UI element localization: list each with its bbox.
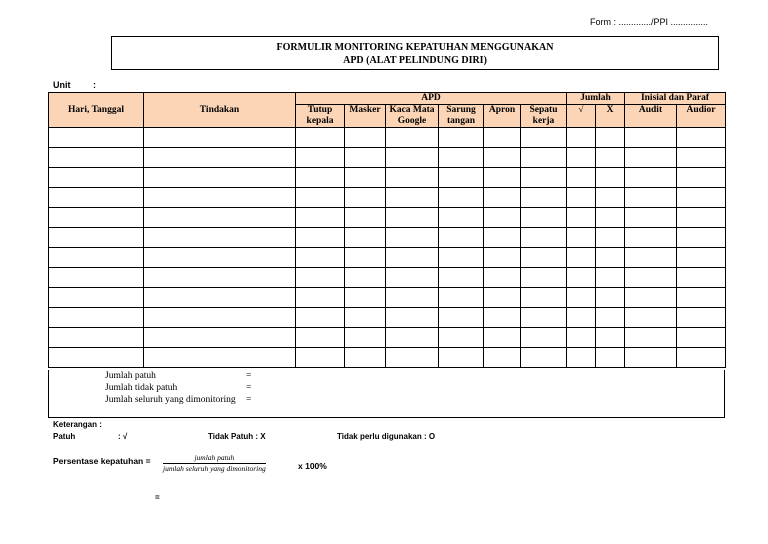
table-cell bbox=[49, 228, 144, 248]
header-sepatu-kerja: Sepatu kerja bbox=[521, 105, 567, 128]
table-cell bbox=[144, 248, 296, 268]
table-row bbox=[49, 228, 726, 248]
table-row bbox=[49, 328, 726, 348]
table-cell bbox=[521, 248, 567, 268]
table-cell bbox=[296, 268, 345, 288]
table-cell bbox=[484, 228, 521, 248]
table-cell bbox=[567, 248, 596, 268]
table-cell bbox=[386, 288, 439, 308]
table-cell bbox=[296, 328, 345, 348]
table-cell bbox=[386, 148, 439, 168]
table-cell bbox=[49, 208, 144, 228]
unit-field bbox=[53, 80, 96, 90]
table-cell bbox=[144, 328, 296, 348]
table-cell bbox=[439, 348, 484, 368]
table-cell bbox=[521, 148, 567, 168]
table-cell bbox=[49, 148, 144, 168]
table-cell bbox=[677, 128, 726, 148]
table-cell bbox=[484, 348, 521, 368]
unit-colon: : bbox=[93, 80, 96, 90]
unit-label: Unit bbox=[53, 80, 71, 90]
summary-jumlah-tidak-patuh: Jumlah tidak patuh bbox=[105, 383, 178, 393]
table-cell bbox=[677, 348, 726, 368]
header-hari-tanggal: Hari, Tanggal bbox=[49, 93, 144, 128]
table-row bbox=[49, 148, 726, 168]
form-title-box bbox=[111, 36, 719, 70]
table-cell bbox=[596, 328, 625, 348]
table-cell bbox=[439, 328, 484, 348]
table-cell bbox=[625, 348, 677, 368]
table-cell bbox=[296, 208, 345, 228]
table-cell bbox=[677, 308, 726, 328]
table-cell bbox=[345, 188, 386, 208]
keterangan-tidak-perlu: Tidak perlu digunakan : O bbox=[337, 432, 436, 441]
table-cell bbox=[625, 128, 677, 148]
table-cell bbox=[439, 168, 484, 188]
table-cell bbox=[439, 188, 484, 208]
keterangan-patuh-label: Patuh bbox=[53, 432, 76, 441]
header-apron: Apron bbox=[484, 105, 521, 128]
table-cell bbox=[625, 308, 677, 328]
table-cell bbox=[296, 128, 345, 148]
table-cell bbox=[144, 228, 296, 248]
table-cell bbox=[567, 228, 596, 248]
table-cell bbox=[596, 288, 625, 308]
table-cell bbox=[439, 228, 484, 248]
header-tutup-kepala: Tutup kepala bbox=[296, 105, 345, 128]
table-cell bbox=[144, 288, 296, 308]
table-cell bbox=[596, 208, 625, 228]
table-cell bbox=[484, 328, 521, 348]
table-cell bbox=[386, 348, 439, 368]
table-cell bbox=[596, 148, 625, 168]
summary-jumlah-patuh: Jumlah patuh bbox=[105, 371, 156, 381]
table-cell bbox=[439, 248, 484, 268]
table-cell bbox=[296, 308, 345, 328]
table-cell bbox=[386, 208, 439, 228]
formula-multiplier: x 100% bbox=[298, 461, 327, 471]
table-cell bbox=[567, 328, 596, 348]
table-cell bbox=[596, 188, 625, 208]
table-row bbox=[49, 188, 726, 208]
keterangan-patuh-symbol: : √ bbox=[118, 432, 128, 441]
table-cell bbox=[596, 168, 625, 188]
table-cell bbox=[345, 248, 386, 268]
header-audior: Audior bbox=[677, 105, 726, 128]
header-audit: Audit bbox=[625, 105, 677, 128]
table-cell bbox=[596, 268, 625, 288]
table-cell bbox=[596, 308, 625, 328]
table-cell bbox=[677, 148, 726, 168]
table-cell bbox=[144, 168, 296, 188]
table-cell bbox=[345, 288, 386, 308]
header-jumlah-group: Jumlah bbox=[567, 93, 625, 105]
table-cell bbox=[49, 308, 144, 328]
table-cell bbox=[296, 248, 345, 268]
table-cell bbox=[677, 188, 726, 208]
table-cell bbox=[596, 248, 625, 268]
table-row bbox=[49, 128, 726, 148]
table-cell bbox=[345, 328, 386, 348]
table-cell bbox=[439, 148, 484, 168]
monitoring-table bbox=[48, 92, 726, 368]
table-cell bbox=[625, 188, 677, 208]
table-cell bbox=[625, 328, 677, 348]
table-cell bbox=[596, 228, 625, 248]
table-cell bbox=[484, 208, 521, 228]
table-cell bbox=[49, 288, 144, 308]
formula-denominator: jumlah seluruh yang dimonitoring bbox=[163, 464, 266, 473]
table-cell bbox=[296, 148, 345, 168]
table-cell bbox=[677, 208, 726, 228]
table-cell bbox=[625, 248, 677, 268]
table-cell bbox=[625, 228, 677, 248]
table-cell bbox=[521, 228, 567, 248]
table-row bbox=[49, 248, 726, 268]
table-cell bbox=[567, 268, 596, 288]
table-cell bbox=[345, 128, 386, 148]
table-cell bbox=[625, 288, 677, 308]
table-cell bbox=[567, 208, 596, 228]
summary-box bbox=[48, 370, 725, 418]
table-cell bbox=[625, 148, 677, 168]
table-cell bbox=[484, 268, 521, 288]
table-cell bbox=[567, 148, 596, 168]
table-cell bbox=[567, 168, 596, 188]
formula-fraction bbox=[163, 453, 266, 474]
table-cell bbox=[521, 188, 567, 208]
keterangan-title: Keterangan : bbox=[53, 420, 102, 429]
table-cell bbox=[49, 328, 144, 348]
header-tindakan: Tindakan bbox=[144, 93, 296, 128]
table-cell bbox=[625, 268, 677, 288]
table-cell bbox=[345, 308, 386, 328]
summary-eq-3: = bbox=[246, 395, 252, 405]
table-cell bbox=[345, 228, 386, 248]
formula-numerator: jumlah patuh bbox=[163, 453, 266, 464]
table-cell bbox=[439, 208, 484, 228]
table-cell bbox=[296, 188, 345, 208]
table-cell bbox=[439, 128, 484, 148]
table-cell bbox=[345, 148, 386, 168]
table-cell bbox=[386, 308, 439, 328]
table-cell bbox=[484, 148, 521, 168]
table-cell bbox=[144, 188, 296, 208]
table-cell bbox=[484, 308, 521, 328]
header-jumlah-check: √ bbox=[567, 105, 596, 128]
table-cell bbox=[484, 128, 521, 148]
header-kaca-mata: Kaca Mata Google bbox=[386, 105, 439, 128]
table-cell bbox=[345, 208, 386, 228]
table-cell bbox=[596, 348, 625, 368]
keterangan-tidak-patuh: Tidak Patuh : X bbox=[208, 432, 266, 441]
table-cell bbox=[567, 188, 596, 208]
table-cell bbox=[144, 148, 296, 168]
header-sarung-tangan: Sarung tangan bbox=[439, 105, 484, 128]
table-cell bbox=[484, 288, 521, 308]
table-cell bbox=[521, 308, 567, 328]
table-row bbox=[49, 168, 726, 188]
table-cell bbox=[677, 268, 726, 288]
table-cell bbox=[296, 348, 345, 368]
table-cell bbox=[144, 268, 296, 288]
table-cell bbox=[144, 128, 296, 148]
table-cell bbox=[345, 268, 386, 288]
summary-eq-2: = bbox=[246, 383, 252, 393]
summary-eq-1: = bbox=[246, 371, 252, 381]
table-cell bbox=[386, 328, 439, 348]
table-cell bbox=[677, 328, 726, 348]
table-cell bbox=[484, 248, 521, 268]
table-cell bbox=[439, 308, 484, 328]
table-cell bbox=[439, 288, 484, 308]
form-title-line2: APD (ALAT PELINDUNG DIRI) bbox=[343, 55, 487, 66]
table-cell bbox=[625, 208, 677, 228]
table-cell bbox=[625, 168, 677, 188]
table-row bbox=[49, 348, 726, 368]
formula-label: Persentase kepatuhan = bbox=[53, 456, 151, 466]
table-cell bbox=[677, 228, 726, 248]
table-cell bbox=[521, 288, 567, 308]
table-cell bbox=[567, 308, 596, 328]
formula-result-eq: = bbox=[155, 493, 160, 502]
table-cell bbox=[49, 348, 144, 368]
table-row bbox=[49, 268, 726, 288]
table-cell bbox=[386, 248, 439, 268]
table-cell bbox=[386, 228, 439, 248]
table-cell bbox=[144, 208, 296, 228]
summary-jumlah-seluruh: Jumlah seluruh yang dimonitoring bbox=[105, 395, 236, 405]
table-cell bbox=[49, 128, 144, 148]
table-cell bbox=[345, 168, 386, 188]
table-cell bbox=[596, 128, 625, 148]
table-cell bbox=[49, 188, 144, 208]
table-cell bbox=[521, 328, 567, 348]
table-cell bbox=[386, 128, 439, 148]
table-cell bbox=[521, 268, 567, 288]
table-cell bbox=[296, 228, 345, 248]
table-cell bbox=[521, 128, 567, 148]
table-row bbox=[49, 288, 726, 308]
table-cell bbox=[386, 188, 439, 208]
table-cell bbox=[567, 128, 596, 148]
table-cell bbox=[521, 168, 567, 188]
table-cell bbox=[677, 288, 726, 308]
table-cell bbox=[521, 208, 567, 228]
table-cell bbox=[296, 288, 345, 308]
table-cell bbox=[144, 308, 296, 328]
header-jumlah-x: X bbox=[596, 105, 625, 128]
table-cell bbox=[484, 188, 521, 208]
table-cell bbox=[386, 268, 439, 288]
table-row bbox=[49, 208, 726, 228]
table-cell bbox=[49, 268, 144, 288]
header-inisial-paraf: Inisial dan Paraf bbox=[625, 93, 726, 105]
table-cell bbox=[386, 168, 439, 188]
form-title-line1: FORMULIR MONITORING KEPATUHAN MENGGUNAKAN bbox=[276, 42, 554, 53]
header-apd-group: APD bbox=[296, 93, 567, 105]
table-cell bbox=[567, 288, 596, 308]
table-cell bbox=[484, 168, 521, 188]
table-row bbox=[49, 308, 726, 328]
table-cell bbox=[49, 248, 144, 268]
table-cell bbox=[567, 348, 596, 368]
table-cell bbox=[144, 348, 296, 368]
table-cell bbox=[345, 348, 386, 368]
table-cell bbox=[521, 348, 567, 368]
header-masker: Masker bbox=[345, 105, 386, 128]
table-cell bbox=[296, 168, 345, 188]
form-code: Form : ............./PPI ............... bbox=[590, 17, 709, 27]
table-cell bbox=[677, 168, 726, 188]
table-cell bbox=[49, 168, 144, 188]
table-cell bbox=[439, 268, 484, 288]
table-cell bbox=[677, 248, 726, 268]
